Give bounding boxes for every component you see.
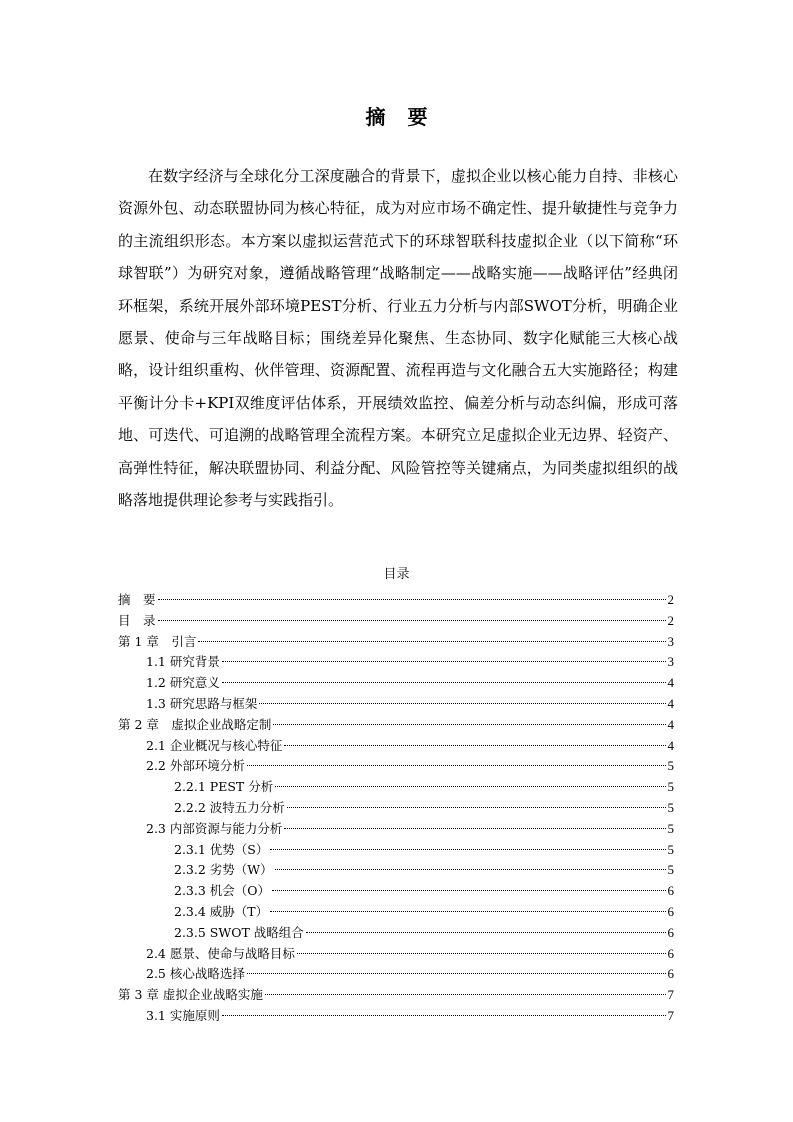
toc-entry-label: 2.1 企业概况与核心特征 [146, 737, 283, 753]
toc-leader-dots [222, 1015, 666, 1016]
abstract-title: 摘要 [365, 105, 450, 129]
abstract-body: 在数字经济与全球化分工深度融合的背景下，虚拟企业以核心能力自持、非核心资源外包、动态联盟协同为核心特征，成为对应市场不确定性、提升敏捷性与竞争力的主流组织形态。本方案以虚拟运营范式下的环球智联科技虚拟企业（以下简称“环球智联”）为研究对象，遵循战略管理“战略制定——战略实施——战略评估”经典闭环框架，系统开展外部环境PEST分析、行业五力分析与内部SWOT分析，明确企业愿景、使命与三年战略目标；围绕差异化聚焦、生态协同、数字化赋能三大核心战略，设计组织重构、伙伴管理、资源配置、流程再造与文化融合五大实施路径；构建平衡计分卡+KPI双维度评估体系，开展绩效监控、偏差分析与动态纠偏，形成可落地、可迭代、可追溯的战略管理全流程方案。本研究立足虚拟企业无边界、轻资产、高弹性特征，解决联盟协同、利益分配、风险管控等关键痛点，为同类虚拟组织的战略落地提供理论参考与实践指引。 [118, 167, 678, 510]
toc-entry-label: 目 录 [118, 612, 156, 628]
toc-entry-label: 2.5 核心战略选择 [146, 966, 245, 982]
toc-entry[interactable] [118, 860, 674, 881]
toc-entry[interactable] [118, 632, 674, 653]
toc-leader-dots [273, 724, 665, 725]
toc-entry-page-number: 6 [667, 966, 674, 982]
toc-entry-page-number: 5 [667, 779, 674, 795]
toc-title: 目录 [383, 567, 410, 582]
toc-entry-label: 2.2.1 PEST 分析 [174, 779, 274, 795]
toc-entry[interactable] [118, 881, 674, 902]
toc-entry-page-number: 7 [667, 987, 674, 1003]
toc-entry-label: 3.1 实施原则 [146, 1007, 220, 1023]
toc-entry-page-number: 5 [667, 862, 674, 878]
toc-entry-label: 2.2 外部环境分析 [146, 758, 245, 774]
toc-entry[interactable] [118, 652, 674, 673]
toc-entry[interactable] [118, 902, 674, 923]
toc-leader-dots [306, 932, 666, 933]
table-of-contents [118, 590, 674, 1027]
toc-entry-label: 第 1 章 引言 [118, 633, 197, 649]
toc-entry[interactable] [118, 673, 674, 694]
toc-entry[interactable] [118, 819, 674, 840]
toc-entry-label: 2.2.2 波特五力分析 [174, 799, 285, 815]
toc-leader-dots [272, 890, 665, 891]
toc-entry-label: 1.2 研究意义 [146, 675, 220, 691]
toc-entry-page-number: 7 [667, 1007, 674, 1023]
toc-leader-dots [287, 807, 666, 808]
toc-entry-page-number: 3 [667, 654, 674, 670]
toc-entry[interactable] [118, 756, 674, 777]
toc-leader-dots [222, 661, 666, 662]
toc-leader-dots [284, 745, 665, 746]
toc-entry-label: 2.3.4 威胁（T） [174, 903, 269, 919]
toc-entry[interactable] [118, 798, 674, 819]
toc-entry[interactable] [118, 964, 674, 985]
toc-entry-page-number: 4 [667, 737, 674, 753]
toc-leader-dots [297, 953, 666, 954]
toc-leader-dots [259, 703, 665, 704]
toc-entry[interactable] [118, 985, 674, 1006]
toc-entry-page-number: 6 [667, 903, 674, 919]
toc-entry-label: 2.3 内部资源与能力分析 [146, 820, 283, 836]
toc-leader-dots [247, 765, 666, 766]
toc-entry-label: 摘 要 [118, 592, 156, 607]
toc-leader-dots [265, 994, 666, 995]
toc-entry[interactable] [118, 1006, 674, 1027]
toc-entry-page-number: 5 [667, 758, 674, 774]
toc-entry[interactable] [118, 944, 674, 965]
toc-entry-page-number: 2 [667, 592, 674, 607]
toc-leader-dots [222, 682, 666, 683]
toc-leader-dots [198, 641, 665, 642]
toc-entry-label: 1.1 研究背景 [146, 654, 220, 670]
toc-leader-dots [270, 849, 665, 850]
toc-entry-page-number: 5 [667, 820, 674, 836]
toc-entry[interactable] [118, 611, 674, 632]
toc-entry-page-number: 6 [667, 883, 674, 899]
toc-entry[interactable] [118, 590, 674, 611]
toc-entry-page-number: 4 [667, 675, 674, 691]
toc-leader-dots [158, 599, 666, 600]
toc-entry-page-number: 2 [667, 612, 674, 628]
toc-entry-page-number: 3 [667, 633, 674, 649]
toc-leader-dots [158, 620, 666, 621]
toc-entry-label: 1.3 研究思路与框架 [146, 695, 258, 711]
toc-leader-dots [284, 828, 665, 829]
toc-entry[interactable] [118, 777, 674, 798]
toc-entry[interactable] [118, 694, 674, 715]
toc-entry-page-number: 4 [667, 695, 674, 711]
toc-entry-page-number: 6 [667, 924, 674, 940]
toc-entry-page-number: 6 [667, 945, 674, 961]
toc-entry-label: 2.4 愿景、使命与战略目标 [146, 945, 295, 961]
toc-entry[interactable] [118, 923, 674, 944]
toc-entry-page-number: 5 [667, 841, 674, 857]
toc-leader-dots [270, 911, 665, 912]
toc-entry[interactable] [118, 715, 674, 736]
toc-entry-label: 2.3.2 劣势（W） [174, 862, 273, 878]
toc-entry-label: 第 3 章 虚拟企业战略实施 [118, 987, 263, 1003]
toc-entry[interactable] [118, 736, 674, 757]
toc-entry-label: 2.3.3 机会（O） [174, 883, 271, 899]
toc-leader-dots [247, 973, 666, 974]
toc-entry-page-number: 4 [667, 716, 674, 732]
toc-entry-label: 2.3.5 SWOT 战略组合 [174, 924, 304, 940]
toc-entry[interactable] [118, 840, 674, 861]
toc-leader-dots [275, 869, 666, 870]
toc-entry-page-number: 5 [667, 799, 674, 815]
toc-entry-label: 2.3.1 优势（S） [174, 841, 269, 857]
toc-leader-dots [275, 786, 665, 787]
toc-entry-label: 第 2 章 虚拟企业战略定制 [118, 716, 272, 732]
